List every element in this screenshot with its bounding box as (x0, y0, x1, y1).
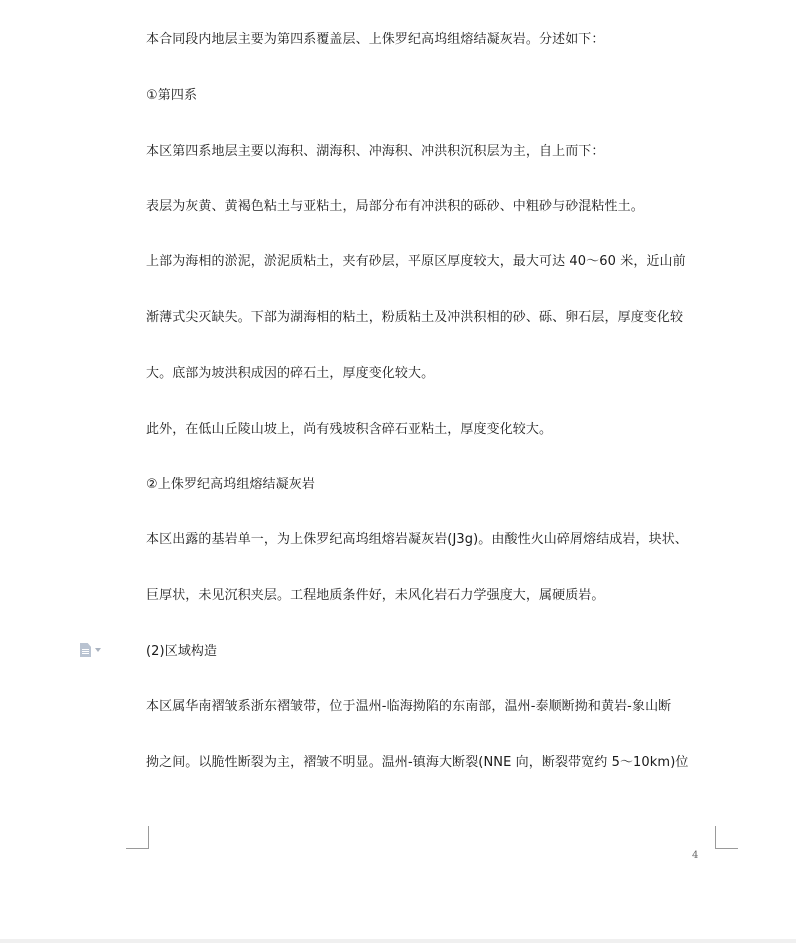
text-line-4: 表层为灰黄、黄褐色粘土与亚粘土，局部分布有冲洪积的砾砂、中粗砂与砂混粘性土。 (146, 199, 644, 214)
page-number: 4 (692, 850, 699, 861)
text-line-5: 上部为海相的淤泥，淤泥质粘土，夹有砂层，平原区厚度较大，最大可达 40～60 米，近山前 (146, 254, 686, 269)
text-line-3: 本区第四系地层主要以海积、湖海积、冲海积、冲洪积沉积层为主，自上而下： (146, 144, 605, 159)
page-corner-mark-right (715, 826, 738, 849)
section-heading-regional-structure: (2)区域构造 (146, 644, 218, 659)
page-corner-mark-left (126, 826, 149, 849)
text-line-10: 本区出露的基岩单一，为上侏罗纪高坞组熔岩凝灰岩(J3g)。由酸性火山碎屑熔结成岩，块状、 (146, 532, 688, 547)
document-icon[interactable] (80, 643, 91, 657)
text-line-7: 大。底部为坡洪积成因的碎石土，厚度变化较大。 (146, 366, 435, 381)
page-bottom-edge (0, 939, 796, 943)
section-heading-quaternary: ①第四系 (146, 88, 198, 103)
text-line-8: 此外，在低山丘陵山坡上，尚有残坡积含碎石亚粘土，厚度变化较大。 (146, 422, 553, 437)
text-line-13: 本区属华南褶皱系浙东褶皱带，位于温州-临海拗陷的东南部，温州-泰顺断拗和黄岩-象山断 (146, 699, 672, 714)
text-line-14: 拗之间。以脆性断裂为主，褶皱不明显。温州-镇海大断裂(NNE 向，断裂带宽约 5～10km)位 (146, 755, 689, 770)
text-line-1: 本合同段内地层主要为第四系覆盖层、上侏罗纪高坞组熔结凝灰岩。分述如下： (146, 32, 605, 47)
section-heading-tuff: ②上侏罗纪高坞组熔结凝灰岩 (146, 477, 315, 492)
text-line-11: 巨厚状，未见沉积夹层。工程地质条件好，未风化岩石力学强度大，属硬质岩。 (146, 588, 605, 603)
paragraph-handle[interactable] (80, 643, 101, 657)
chevron-down-icon[interactable] (95, 648, 101, 652)
text-line-6: 渐薄式尖灭缺失。下部为湖海相的粘土，粉质粘土及冲洪积相的砂、砾、卵石层，厚度变化较 (146, 310, 684, 325)
